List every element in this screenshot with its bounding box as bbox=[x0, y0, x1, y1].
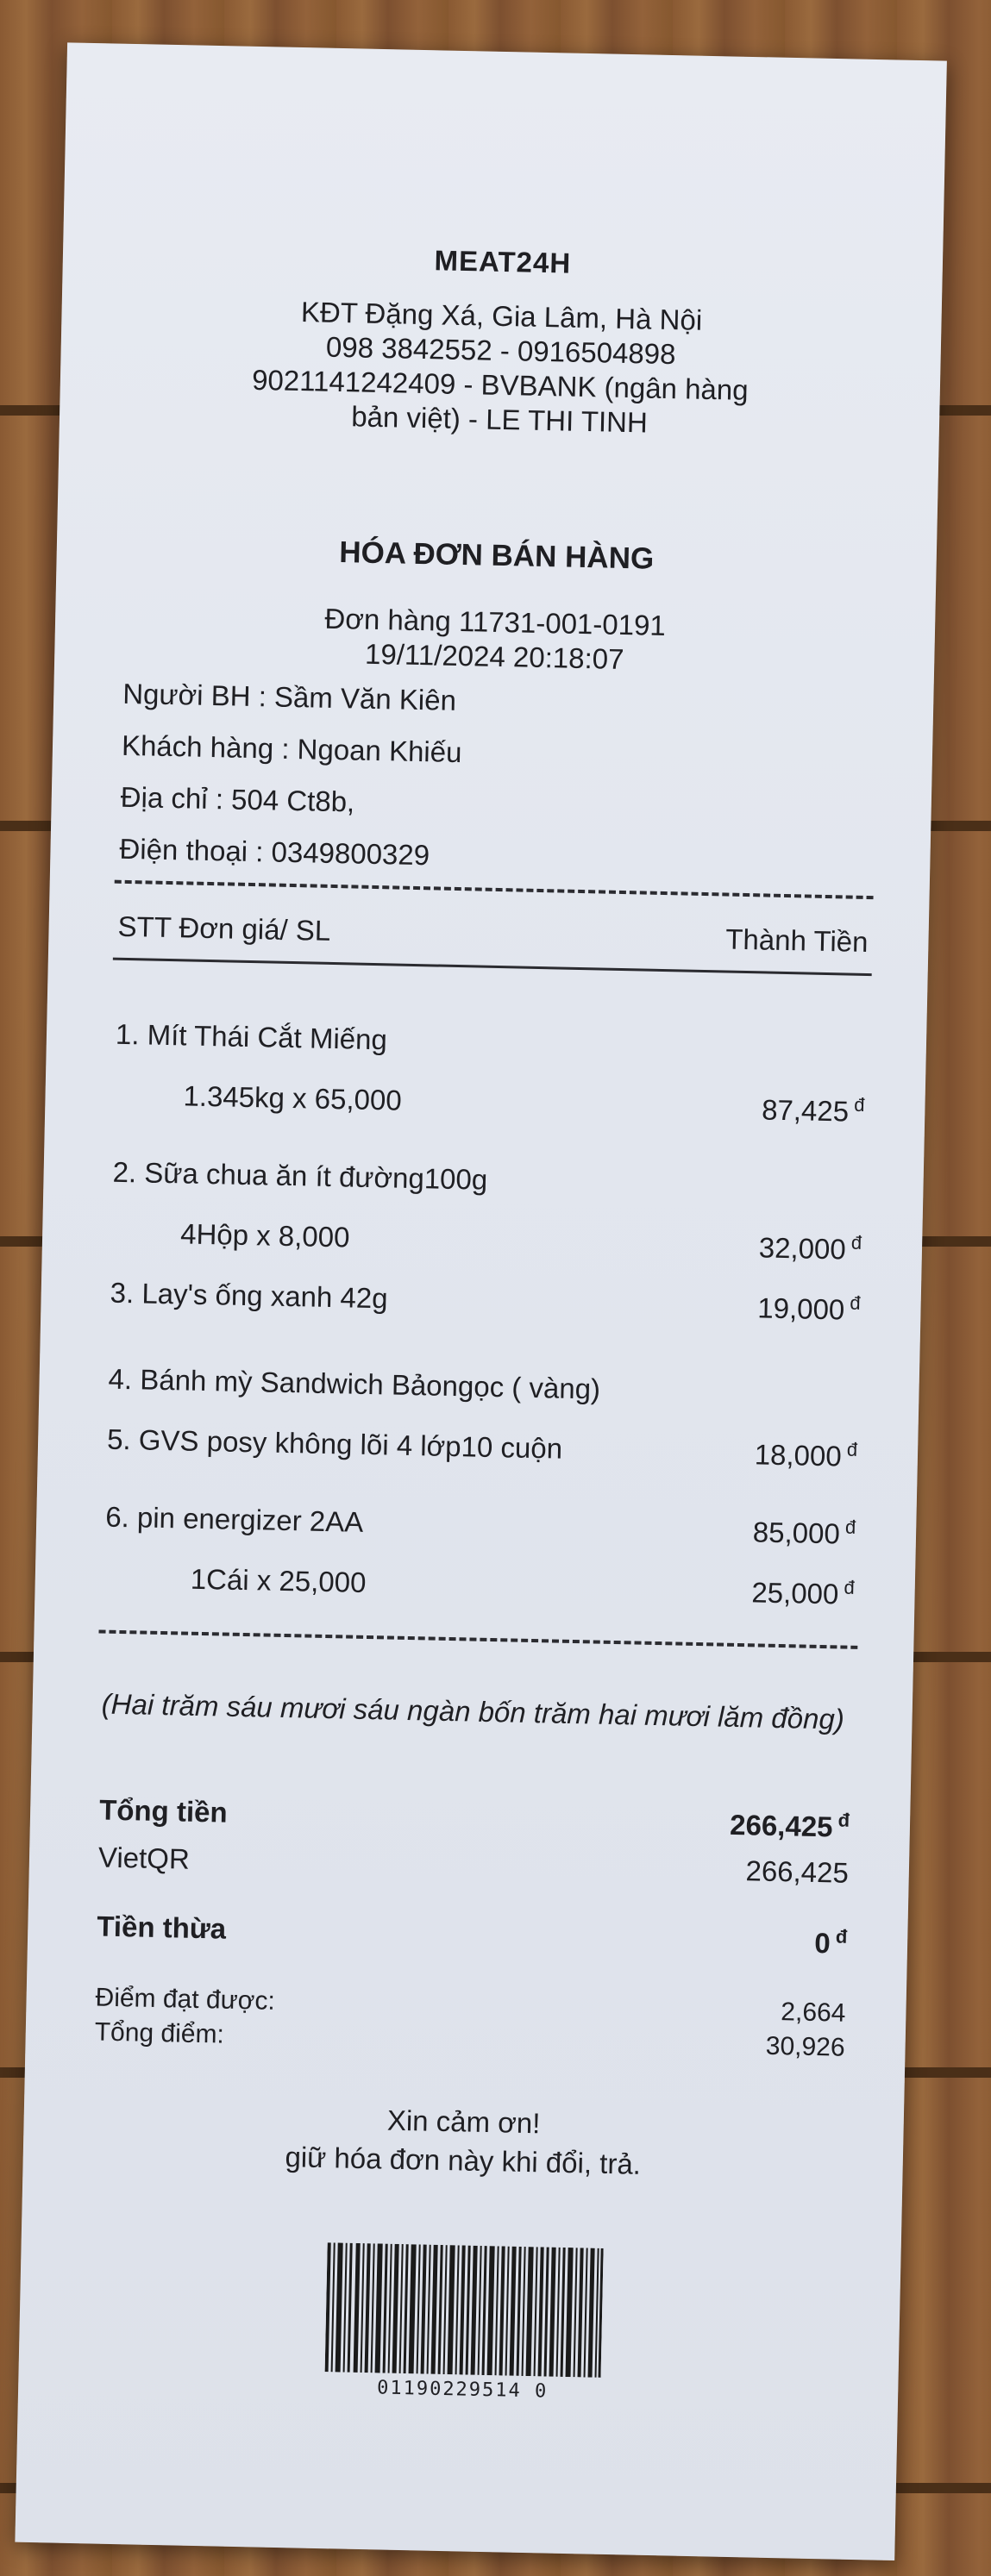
total-points-label: Tổng điểm: bbox=[94, 2017, 225, 2049]
item-amount: 85,000 bbox=[752, 1516, 841, 1550]
order-datetime: 19/11/2024 20:18:07 bbox=[364, 637, 624, 675]
item-qty: 1Cái x 25,000 bbox=[190, 1562, 367, 1598]
store-name: MEAT24H bbox=[434, 244, 572, 279]
order-number: Đơn hàng 11731-001-0191 bbox=[324, 602, 667, 641]
currency-symbol: đ bbox=[844, 1576, 856, 1598]
item-row bbox=[110, 1277, 861, 1327]
divider bbox=[115, 880, 874, 899]
points-label: Điểm đạt được: bbox=[95, 1983, 276, 2016]
total-label: Tổng tiền bbox=[98, 1793, 229, 1829]
bank-info-line2: bản việt) - LE THI TINH bbox=[350, 400, 649, 439]
change-label: Tiền thừa bbox=[96, 1910, 227, 1945]
currency-symbol: đ bbox=[835, 1925, 848, 1948]
customer-line bbox=[122, 729, 873, 778]
item-name: 5. GVS posy không lõi 4 lớp10 cuộn bbox=[106, 1422, 563, 1465]
item-row bbox=[105, 1501, 856, 1551]
store-address: KĐT Đặng Xá, Gia Lâm, Hà Nội bbox=[300, 296, 703, 336]
item-row bbox=[116, 1018, 867, 1066]
customer: Khách hàng : Ngoan Khiếu bbox=[121, 728, 462, 769]
item-name: 4. Bánh mỳ Sandwich Bảongọc ( vàng) bbox=[108, 1362, 601, 1405]
payment-method-row bbox=[98, 1841, 850, 1890]
item-qty: 1.345kg x 65,000 bbox=[183, 1079, 403, 1116]
currency-symbol: đ bbox=[850, 1231, 862, 1254]
currency-symbol: đ bbox=[854, 1093, 865, 1116]
currency-symbol: đ bbox=[837, 1809, 850, 1831]
item-qty: 4Hộp x 8,000 bbox=[179, 1217, 350, 1254]
item-amount: 18,000 bbox=[754, 1438, 843, 1472]
total-points-value: 30,926 bbox=[765, 2031, 845, 2062]
barcode-number: 01190229514 0 bbox=[376, 2377, 549, 2403]
divider bbox=[98, 1629, 857, 1648]
item-name: 3. Lay's ống xanh 42g bbox=[110, 1276, 388, 1315]
payment-method-value: 266,425 bbox=[745, 1854, 850, 1889]
customer-address-line bbox=[120, 781, 871, 829]
points-value: 2,664 bbox=[781, 1998, 846, 2028]
item-qty-row bbox=[190, 1563, 855, 1611]
payment-method-label: VietQR bbox=[97, 1841, 191, 1875]
item-row bbox=[108, 1363, 859, 1411]
amount-in-words: (Hai trăm sáu mươi sáu ngàn bốn trăm hai mươi lăm đồng) bbox=[101, 1687, 845, 1735]
item-amount: 87,425 bbox=[761, 1093, 850, 1128]
table-header bbox=[117, 910, 869, 959]
item-row bbox=[112, 1156, 863, 1204]
currency-symbol: đ bbox=[850, 1291, 861, 1314]
customer-address: Địa chỉ : 504 Ct8b, bbox=[120, 780, 355, 818]
receipt bbox=[15, 42, 947, 2560]
seller: Người BH : Sầm Văn Kiên bbox=[122, 677, 457, 716]
store-phones: 098 3842552 - 0916504898 bbox=[325, 330, 676, 371]
item-row bbox=[107, 1423, 858, 1473]
item-qty-row bbox=[183, 1079, 865, 1129]
return-note: giữ hóa đơn này khi đổi, trả. bbox=[285, 2141, 642, 2180]
barcode bbox=[325, 2242, 604, 2378]
item-name: 1. Mít Thái Cắt Miếng bbox=[115, 1017, 388, 1056]
total-row bbox=[99, 1794, 850, 1844]
change-value: 0 bbox=[813, 1926, 831, 1960]
item-qty-row bbox=[180, 1217, 862, 1266]
divider bbox=[113, 958, 872, 976]
item-amount: 32,000 bbox=[758, 1231, 847, 1266]
item-amount: 25,000 bbox=[751, 1576, 839, 1610]
thanks-message: Xin cảm ơn! bbox=[386, 2104, 541, 2140]
seller-line bbox=[122, 678, 874, 726]
receipt-title: HÓA ĐƠN BÁN HÀNG bbox=[338, 535, 655, 576]
customer-phone: Điện thoại : 0349800329 bbox=[119, 832, 430, 872]
customer-phone-line bbox=[119, 833, 870, 881]
bank-info-line1: 9021141242409 - BVBANK (ngân hàng bbox=[251, 363, 749, 406]
table-header-left: STT Đơn giá/ SL bbox=[117, 910, 331, 947]
currency-symbol: đ bbox=[846, 1438, 858, 1460]
item-name: 6. pin energizer 2AA bbox=[104, 1500, 364, 1538]
change-row bbox=[97, 1910, 848, 1960]
total-value: 266,425 bbox=[729, 1808, 833, 1843]
currency-symbol: đ bbox=[844, 1516, 856, 1538]
table-header-right: Thành Tiền bbox=[724, 922, 869, 958]
item-name: 2. Sữa chua ăn ít đường100g bbox=[112, 1155, 488, 1196]
item-amount: 19,000 bbox=[756, 1291, 845, 1326]
